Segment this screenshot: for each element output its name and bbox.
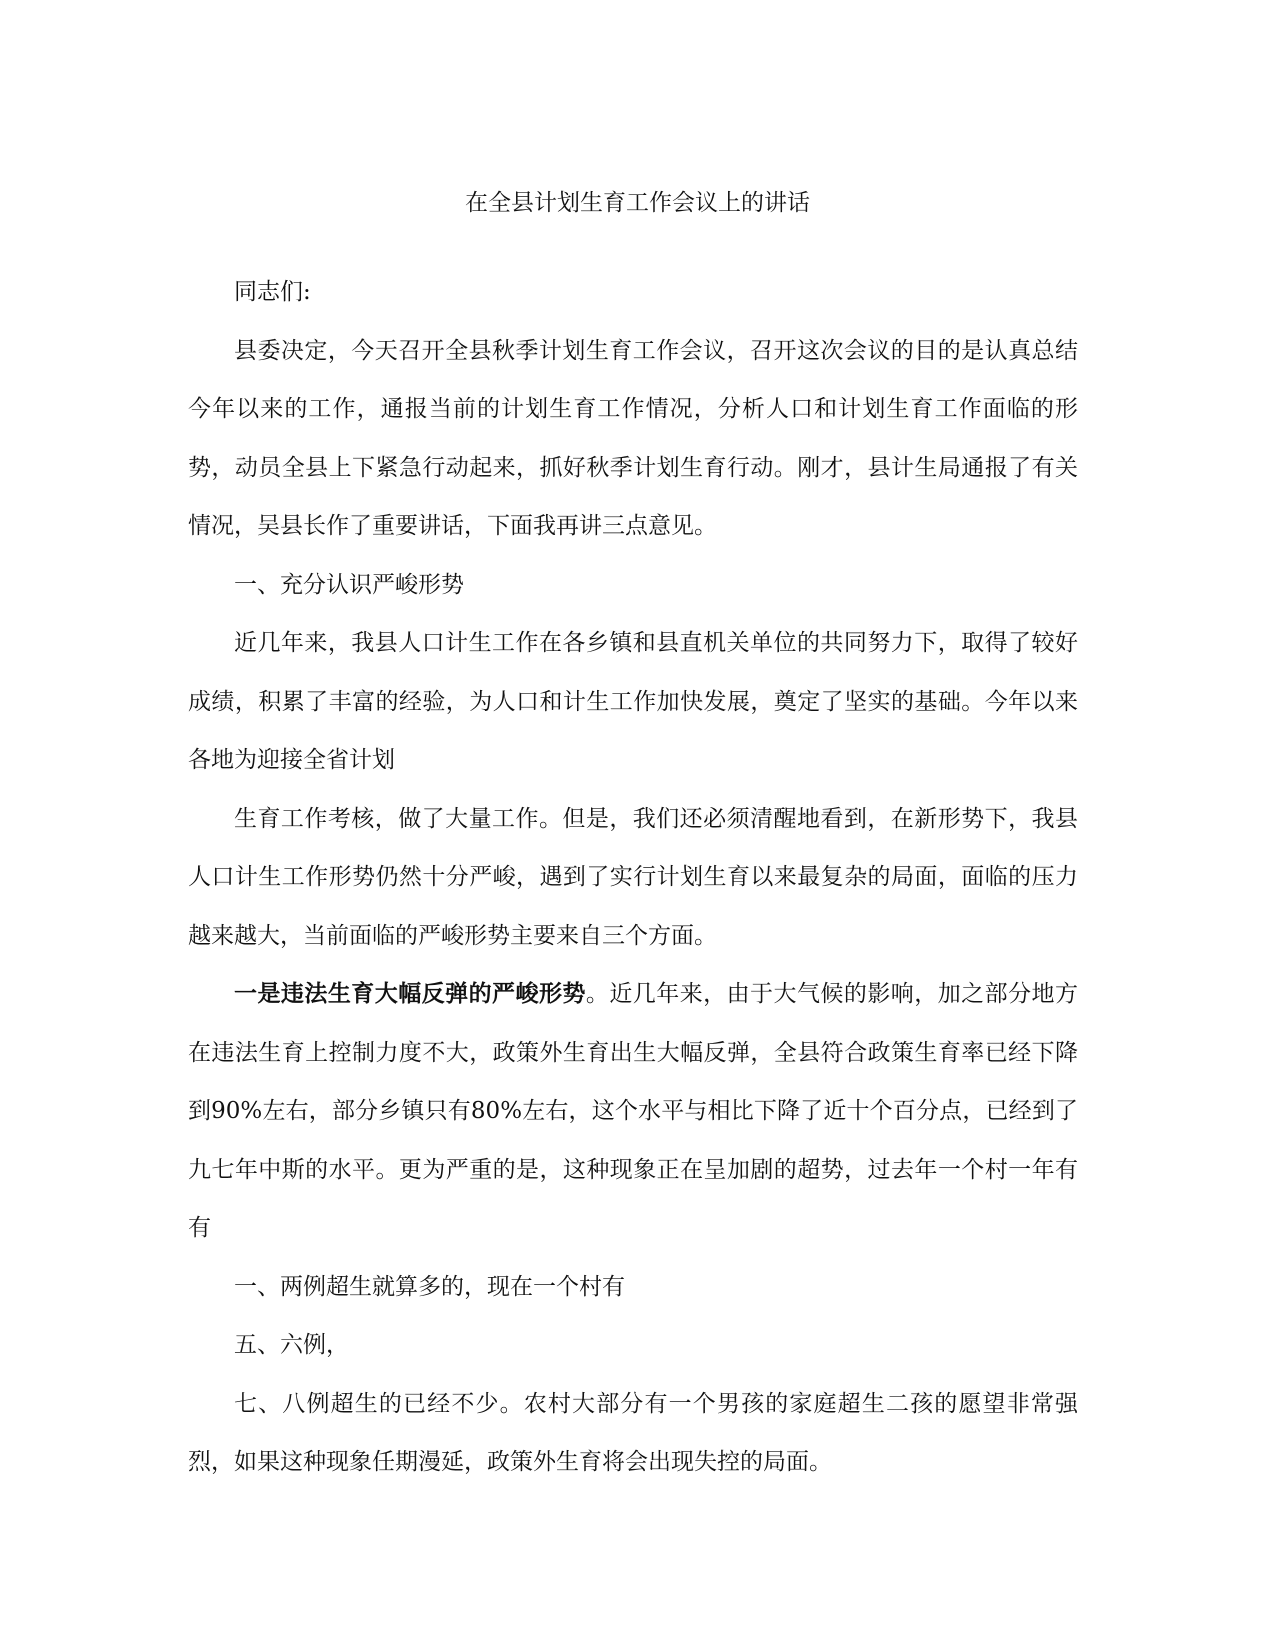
document-body [188, 263, 1078, 1492]
paragraph-text: 近几年来，我县人口计生工作在各乡镇和县直机关单位的共同努力下，取得了较好成绩，积累了丰富的经验，为人口和计生工作加快发展，奠定了坚实的基础。今年以来各地为迎接全省计划 [188, 630, 1078, 773]
section-heading-1 [188, 556, 1078, 615]
paragraph-text: 五、六例， [234, 1332, 349, 1358]
paragraph-cases-1 [188, 1258, 1078, 1317]
paragraph-text: 一、两例超生就算多的，现在一个村有 [234, 1273, 625, 1300]
paragraph-greeting [188, 263, 1078, 322]
paragraph-cases-3 [188, 1375, 1078, 1492]
paragraph-situation [188, 790, 1078, 966]
document-title: 在全县计划生育工作会议上的讲话 [465, 190, 810, 216]
paragraph-cases-2 [188, 1316, 1078, 1375]
paragraph-text: 。近几年来，由于大气候的影响，加之部分地方在违法生育上控制力度不大，政策外生育出生大幅反弹，全县符合政策生育率已经下降到90%左右，部分乡镇只有80%左右，这个水平与相比下降了近十个百分点，已经到了九七年中斯的水平。更为严重的是，这种现象正在呈加剧的超势，过去年一个村一年有有 [188, 981, 1079, 1241]
paragraph-intro [188, 322, 1078, 556]
paragraph-achievements [188, 614, 1078, 790]
paragraph-lead-bold: 一是违法生育大幅反弹的严峻形势 [234, 981, 586, 1007]
paragraph-text: 生育工作考核，做了大量工作。但是，我们还必须清醒地看到，在新形势下，我县人口计生工作形势仍然十分严峻，遇到了实行计划生育以来最复杂的局面，面临的压力越来越大，当前面临的严峻形势主要来自三个方面。 [188, 805, 1078, 949]
paragraph-text: 县委决定，今天召开全县秋季计划生育工作会议，召开这次会议的目的是认真总结今年以来的工作，通报当前的计划生育工作情况，分析人口和计划生育工作面临的形势，动员全县上下紧急行动起来，抓好秋季计划生育行动。刚才，县计生局通报了有关情况，吴县长作了重要讲话，下面我再讲三点意见。 [188, 337, 1078, 539]
paragraph-text: 七、八例超生的已经不少。农村大部分有一个男孩的家庭超生二孩的愿望非常强烈，如果这种现象任期漫延，政策外生育将会出现失控的局面。 [188, 1390, 1078, 1475]
heading-text: 一、充分认识严峻形势 [234, 571, 464, 598]
paragraph-text: 同志们: [234, 279, 311, 305]
paragraph-point-one [188, 965, 1078, 1258]
